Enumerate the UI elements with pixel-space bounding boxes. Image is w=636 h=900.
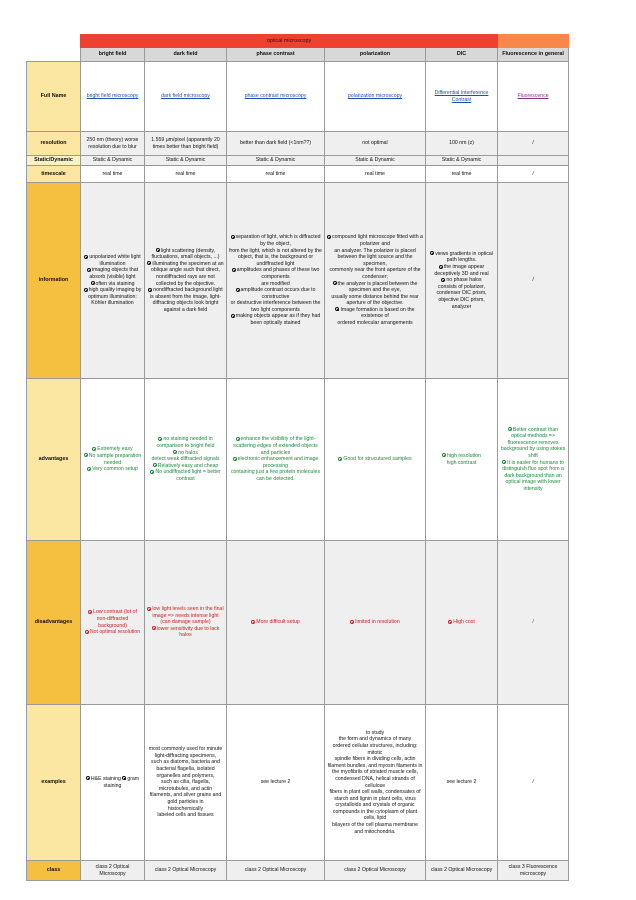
list-item: high contrast xyxy=(446,459,477,466)
list-item: compound light microscope fitted with a polarizer and an analyzer. The polarizer is placed between the light source and the specimen, commonly near the front aperture of the condenser; xyxy=(327,234,423,280)
examples-dic: see lecture 2 xyxy=(426,705,498,861)
information-dark-field xyxy=(145,183,227,379)
advantages-bright-field xyxy=(81,379,145,541)
class-polarization: class 2 Optical Microscopy xyxy=(325,861,426,881)
information-dic xyxy=(426,183,498,379)
class-bright-field: class 2 Optical Microscopy xyxy=(81,861,145,881)
list-item: High cost xyxy=(428,619,495,626)
bullet-icon xyxy=(122,776,126,780)
list-item: Better contrast than optical methods => fluorescence removes background by using stokes shift xyxy=(500,426,566,459)
class-dark-field: class 2 Optical Microscopy xyxy=(145,861,227,881)
static-dynamic-phase-contrast: Static & Dynamic xyxy=(227,156,325,166)
bullet-icon xyxy=(148,288,152,292)
col-header-dark-field: dark field xyxy=(145,48,227,62)
list-item: consists of polarizer, condenser DIC prism, objective DIC prism, analyzer xyxy=(436,283,487,310)
bullet-icon xyxy=(236,437,240,441)
examples-fluorescence: / xyxy=(498,705,569,861)
class-phase-contrast: class 2 Optical Microscopy xyxy=(227,861,325,881)
bullet-icon xyxy=(156,248,160,252)
bullet-icon xyxy=(84,453,88,457)
timescale-phase-contrast: real time xyxy=(227,166,325,183)
full-name-fluorescence-link[interactable]: Fluorescence xyxy=(498,62,569,132)
row-label-timescale: timescale xyxy=(27,166,81,183)
bullet-icon xyxy=(508,427,512,431)
list-item: views gradients in optical path lengths. xyxy=(428,251,495,264)
list-item: Relatively easy and cheap xyxy=(147,463,224,470)
row-static-dynamic xyxy=(27,156,569,166)
advantages-dark-field xyxy=(145,379,227,541)
timescale-polarization: real time xyxy=(325,166,426,183)
resolution-phase-contrast: better than dark field (<1nm??) xyxy=(227,132,325,156)
list-item: It is easier for humans to distinguish fluo spot from a dark background than an optical image with lower intensity xyxy=(502,459,564,492)
bullet-icon xyxy=(153,463,157,467)
row-label-information: information xyxy=(27,183,81,379)
list-item: imaging objects that absorb (visible) light xyxy=(83,267,142,280)
resolution-bright-field: 250 nm (theory) worse resolution due to blur xyxy=(81,132,145,156)
col-header-bright-field: bright field xyxy=(81,48,145,62)
list-item: unpolarized white light illumination xyxy=(83,254,142,267)
information-polarization xyxy=(325,183,426,379)
advantages-fluorescence xyxy=(498,379,569,541)
static-dynamic-bright-field: Static & Dynamic xyxy=(81,156,145,166)
bullet-icon xyxy=(150,470,154,474)
examples-bright-field xyxy=(81,705,145,861)
row-label-full-name: Full Name xyxy=(27,62,81,132)
bullet-icon xyxy=(92,447,96,451)
list-item: the image appear deceptively 3D and real xyxy=(434,264,489,277)
bullet-icon xyxy=(441,278,445,282)
bullet-icon xyxy=(338,457,342,461)
header-row xyxy=(27,48,569,62)
list-item: No undiffracted light = better contrast xyxy=(147,469,224,482)
row-label-examples: examples xyxy=(27,705,81,861)
disadvantages-dic xyxy=(426,541,498,705)
full-name-phase-contrast-link[interactable]: phase contrast microscopy xyxy=(227,62,325,132)
bullet-icon xyxy=(233,457,237,461)
row-examples xyxy=(27,705,569,861)
disadvantages-phase-contrast xyxy=(227,541,325,705)
list-item: electronic enhancement and image processing xyxy=(229,456,322,469)
col-header-dic: DIC xyxy=(426,48,498,62)
class-dic: class 2 Optical Microscopy xyxy=(426,861,498,881)
list-item: no staining needed in comparison to bright field xyxy=(156,436,215,450)
row-label-class: class xyxy=(27,861,81,881)
list-item: low light levels seen in the final image => needs intense light (can damage sample) xyxy=(147,606,224,626)
timescale-dark-field: real time xyxy=(145,166,227,183)
bullet-icon xyxy=(147,261,151,265)
list-item: lower sensitivity due to lack halos xyxy=(147,626,224,639)
row-timescale xyxy=(27,166,569,183)
bullet-icon xyxy=(442,453,446,457)
bullet-icon xyxy=(158,437,162,441)
timescale-bright-field: real time xyxy=(81,166,145,183)
bullet-icon xyxy=(502,460,506,464)
row-advantages xyxy=(27,379,569,541)
list-item: amplitudes and phases of these two components are modified xyxy=(229,267,322,287)
row-class xyxy=(27,861,569,881)
advantages-phase-contrast xyxy=(227,379,325,541)
bullet-icon xyxy=(87,467,91,471)
advantages-dic xyxy=(426,379,498,541)
banner-end xyxy=(498,35,569,48)
bullet-icon xyxy=(430,251,434,255)
bullet-icon xyxy=(91,281,95,285)
comparison-spreadsheet xyxy=(26,34,568,881)
list-item: Extremely easy xyxy=(83,446,142,453)
static-dynamic-dark-field: Static & Dynamic xyxy=(145,156,227,166)
list-item: no halos xyxy=(147,450,224,457)
row-full-name xyxy=(27,62,569,132)
row-information xyxy=(27,183,569,379)
row-label-resolution: resolution xyxy=(27,132,81,156)
list-item: high resolution xyxy=(428,453,495,460)
bullet-icon xyxy=(333,281,337,285)
list-item: making objects appear as if they had been optically stained xyxy=(229,313,322,326)
banner-row xyxy=(27,35,569,48)
information-fluorescence: / xyxy=(498,183,569,379)
col-header-polarization: polarization xyxy=(325,48,426,62)
full-name-dic-link[interactable]: Differential Interference Contrast xyxy=(426,62,498,132)
list-item: high quality imaging by optimum illumination: Köhler illumination xyxy=(83,287,142,307)
examples-dark-field: most commonly used for minute light-diffracting specimens, such as diatoms, bacteria and bacterial flagella, isolated organelles and polymers, such as cilia, flagella, microtubules, and actin filaments, and silver grains and gold particles in histochemically labeled cells and tissues xyxy=(145,705,227,861)
list-item: amplitude contrast occurs due to constructive or destructive interference between the two light components xyxy=(230,287,321,313)
information-bright-field xyxy=(81,183,145,379)
row-resolution xyxy=(27,132,569,156)
banner-title: optical microscopy xyxy=(81,35,498,48)
bullet-icon xyxy=(439,265,443,269)
resolution-dic: 100 nm (z) xyxy=(426,132,498,156)
bullet-icon xyxy=(147,607,151,611)
list-item: illuminating the specimen at an oblique angle such that direct, nondiffracted rays are not collected by the objective. xyxy=(147,261,224,287)
static-dynamic-fluorescence xyxy=(498,156,569,166)
bullet-icon xyxy=(85,630,89,634)
timescale-fluorescence: / xyxy=(498,166,569,183)
bullet-icon xyxy=(152,626,156,630)
disadvantages-polarization xyxy=(325,541,426,705)
row-label-advantages: advantages xyxy=(27,379,81,541)
examples-phase-contrast: see lecture 2 xyxy=(227,705,325,861)
bullet-icon xyxy=(232,268,236,272)
disadvantages-fluorescence: / xyxy=(498,541,569,705)
list-item: often via staining xyxy=(83,281,142,288)
timescale-dic: real time xyxy=(426,166,498,183)
row-label-static-dynamic: Static/Dynamic xyxy=(27,156,81,166)
resolution-dark-field: 1.559 μm/pixel (apparantly 20 times better than bright field) xyxy=(145,132,227,156)
bullet-icon xyxy=(327,235,331,239)
row-disadvantages xyxy=(27,541,569,705)
bullet-icon xyxy=(335,307,339,311)
static-dynamic-dic: Static & Dynamic xyxy=(426,156,498,166)
full-name-polarization-link[interactable]: polarization microscopy xyxy=(325,62,426,132)
static-dynamic-polarization: Static & Dynamic xyxy=(325,156,426,166)
microscopy-comparison-table xyxy=(26,34,569,881)
list-item: light scattering (density, fluctuations, small objects, ...) xyxy=(151,247,220,261)
list-item: limited in resolution xyxy=(327,619,423,626)
resolution-fluorescence: / xyxy=(498,132,569,156)
list-item: gram staining xyxy=(103,775,140,789)
full-name-bright-field-link[interactable]: bright field microscopy xyxy=(81,62,145,132)
list-item: Image formation is based on the existence of ordered molecular arrangements xyxy=(337,306,415,327)
list-item: Low contrast (lot of non-diffracted background) xyxy=(83,609,142,629)
list-item: Not optimal resolution xyxy=(83,629,142,636)
col-header-phase-contrast: phase contrast xyxy=(227,48,325,62)
bullet-icon xyxy=(87,268,91,272)
list-item: the analyzer is placed between the specimen and the eye, usually some distance behind the rear aperture of the objective. xyxy=(331,280,419,307)
bullet-icon xyxy=(84,255,88,259)
bullet-icon xyxy=(448,620,452,624)
examples-polarization: to study the form and dynamics of many ordered cellular structures, including: mitotic spindle fibers in dividing cells, actin filament bundles, and myosin filaments in the myofibrils of striated muscle cells, condensed DNA, helical strands of cellulose fibers in plant cell walls, condensates of starch and lignin in plant cells, virus crystalloids and crystals of organic compounds in the cytoplasm of plant cells, lipid bilayers of the cell plasma membrane and mitochondria. xyxy=(325,705,426,861)
bullet-icon xyxy=(173,450,177,454)
list-item: separation of light, which is diffracted by the object, from the light, which is not altered by the object, that is, the background or undiffracted light xyxy=(229,234,322,267)
bullet-icon xyxy=(236,288,240,292)
row-label-disadvantages: disadvantages xyxy=(27,541,81,705)
bullet-icon xyxy=(88,610,92,614)
list-item: containing just a few protein molecules can be detected. xyxy=(230,469,321,482)
bullet-icon xyxy=(86,776,90,780)
list-item: No sample preparation needed xyxy=(83,453,142,466)
bullet-icon xyxy=(350,620,354,624)
bullet-icon xyxy=(251,620,255,624)
class-fluorescence: class 3 Fluorescence microscopy xyxy=(498,861,569,881)
list-item: enhance the visibility of the light-scattering edges of extended objects and particles xyxy=(233,436,318,456)
list-item: detect weak diffracted signals xyxy=(151,456,220,463)
information-phase-contrast xyxy=(227,183,325,379)
bullet-icon xyxy=(231,235,235,239)
col-header-fluorescence: Fluorescence in general xyxy=(498,48,569,62)
bullet-icon xyxy=(231,314,235,318)
disadvantages-dark-field xyxy=(145,541,227,705)
list-item: More difficult setup xyxy=(229,619,322,626)
advantages-polarization xyxy=(325,379,426,541)
list-item: no phase halos xyxy=(428,277,495,284)
resolution-polarization: not optimal xyxy=(325,132,426,156)
disadvantages-bright-field xyxy=(81,541,145,705)
list-item: H&E staining xyxy=(86,776,121,782)
bullet-icon xyxy=(84,288,88,292)
list-item: Good for strucutured samples xyxy=(327,456,423,463)
list-item: nondiffracted background light is absent from the image, light-diffracting objects look bright against a dark field xyxy=(150,287,223,313)
list-item: Very common setup xyxy=(83,466,142,473)
full-name-dark-field-link[interactable]: dark field microscopy xyxy=(145,62,227,132)
